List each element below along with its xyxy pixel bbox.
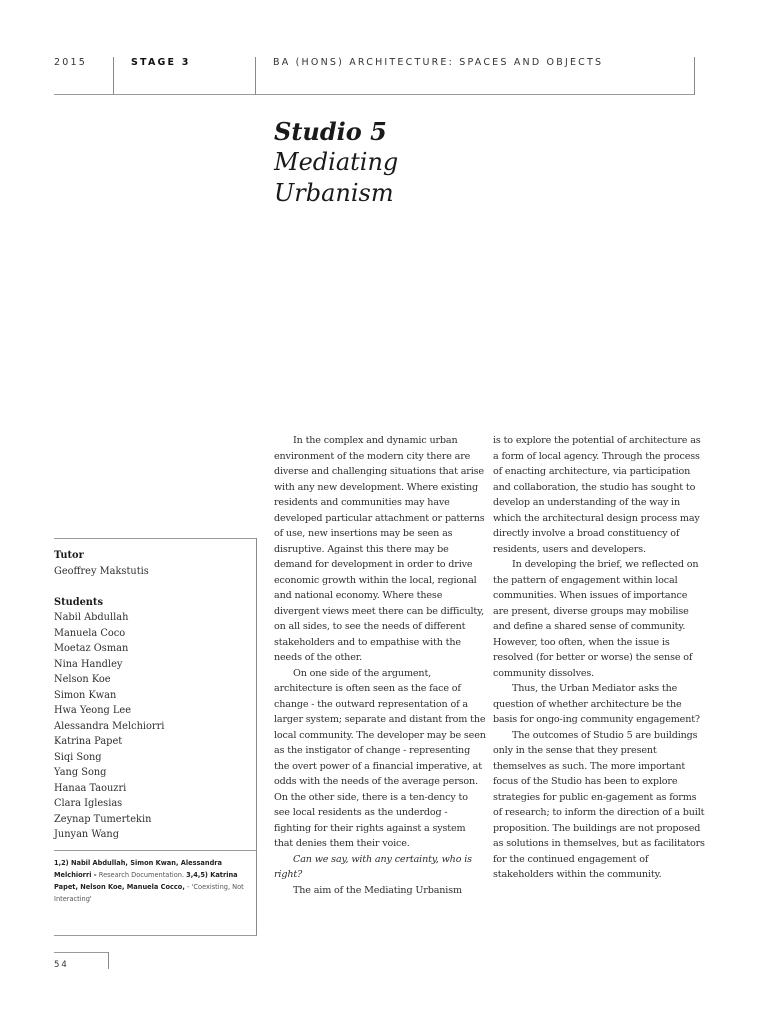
- paragraph: In the complex and dynamic urban environment of the modern city there are diverse and challenging situations that arise with any new development. Where existing residents and communities may have developed particular attachment or patterns of use, new insertions may be seen as disruptive. Against this there may be demand for development in order to drive economic growth within the local, regional and national economy. Where these divergent views meet there can be difficulty, on all sides, to see the needs of different stakeholders and to empathise with the needs of the other.: [274, 435, 485, 663]
- student-name: Alessandra Melchiorri: [54, 720, 165, 732]
- student-name: Hanaa Taouzri: [54, 782, 127, 794]
- students-label: Students: [54, 596, 103, 608]
- header-divider-1: [113, 57, 114, 95]
- sidebar-mid-rule: [54, 850, 257, 851]
- caption-text-1: Research Documentation.: [98, 871, 187, 879]
- paragraph: The outcomes of Studio 5 are buildings only in the sense that they present themselves as such. The more important focus of the Studio has been to explore strategies for public en-gagement as forms of research; to inform the direction of a built proposition. The buildings are not proposed as solutions in themselves, but as facilitators for the continued engagement of stakeholders within the community.: [493, 729, 705, 880]
- header-rule: [54, 94, 695, 95]
- page-title: [274, 116, 398, 209]
- student-name: Manuela Coco: [54, 627, 126, 639]
- body-column-1: [274, 433, 486, 898]
- sidebar-bottom-rule: [54, 935, 257, 936]
- body-column-2: [493, 433, 705, 883]
- student-name: Nelson Koe: [54, 674, 111, 685]
- sidebar-top-rule: [54, 538, 257, 539]
- student-name: Simon Kwan: [54, 689, 117, 701]
- header-course: BA (HONS) ARCHITECTURE: SPACES AND OBJECTS: [273, 57, 604, 68]
- header-year: 2015: [54, 57, 87, 68]
- page-number: 54: [54, 960, 69, 970]
- paragraph: The aim of the Mediating Urbanism: [293, 884, 462, 896]
- header-divider-2: [255, 57, 256, 95]
- student-name: Clara Iglesias: [54, 798, 123, 809]
- student-name: Nina Handley: [54, 658, 123, 670]
- student-name: Nabil Abdullah: [54, 612, 129, 623]
- student-name: Hwa Yeong Lee: [54, 705, 131, 716]
- subtitle-line-2: Urbanism: [274, 179, 394, 207]
- paragraph: On one side of the argument, architecture is often seen as the face of change - the outward representation of a larger system; separate and distant from the local community. The developer may be seen as the instigator of change - representing the overt power of a financial imperative, at odds with the needs of the average person. On the other side, there is a ten-dency to see local residents as the underdog - fighting for their rights against a system that denies them their voice.: [274, 667, 486, 849]
- header-stage: STAGE 3: [131, 57, 191, 68]
- student-name: Siqi Song: [54, 751, 102, 763]
- sidebar-right-rule: [256, 538, 257, 936]
- student-name: Junyan Wang: [54, 829, 119, 840]
- footer-rule: [54, 952, 109, 953]
- image-caption: [54, 857, 252, 905]
- paragraph: Thus, the Urban Mediator asks the question of whether architecture be the basis for ongo-ing community engagement?: [493, 683, 700, 725]
- student-name: Katrina Papet: [54, 736, 123, 747]
- header-divider-3: [694, 57, 695, 95]
- subtitle-line-1: Mediating: [274, 148, 399, 176]
- student-name: Zeynap Tumertekin: [54, 813, 152, 825]
- credits-sidebar: [54, 548, 254, 843]
- footer-divider: [108, 952, 109, 969]
- tutor-label: Tutor: [54, 550, 84, 561]
- caption-text-2: - 'Coexisting, Not Interacting': [54, 883, 244, 903]
- student-name: Yang Song: [54, 767, 107, 778]
- paragraph: In developing the brief, we reflected on the pattern of engagement within local communities. When issues of importance are present, diverse groups may mobilise and define a shared sense of community. However, too often, when the issue is resolved (for better or worse) the sense of community dissolves.: [493, 559, 699, 679]
- caption-credit-2: 3,4,5) Katrina Papet, Nelson Koe, Manuela Cocco,: [54, 871, 238, 891]
- caption-credit-1: 1,2) Nabil Abdullah, Simon Kwan, Alessandra Melchiorri -: [54, 859, 222, 879]
- student-name: Moetaz Osman: [54, 643, 129, 654]
- paragraph: is to explore the potential of architecture as a form of local agency. Through the process of enacting architecture, via participation and collaboration, the studio has sought to develop an understanding of the way in which the architectural design process may directly involve a broad constituency of residents, users and developers.: [493, 435, 701, 555]
- paragraph-question: Can we say, with any certainty, who is right?: [274, 853, 472, 880]
- tutor-name: Geoffrey Makstutis: [54, 565, 149, 577]
- studio-title: Studio 5: [274, 117, 387, 146]
